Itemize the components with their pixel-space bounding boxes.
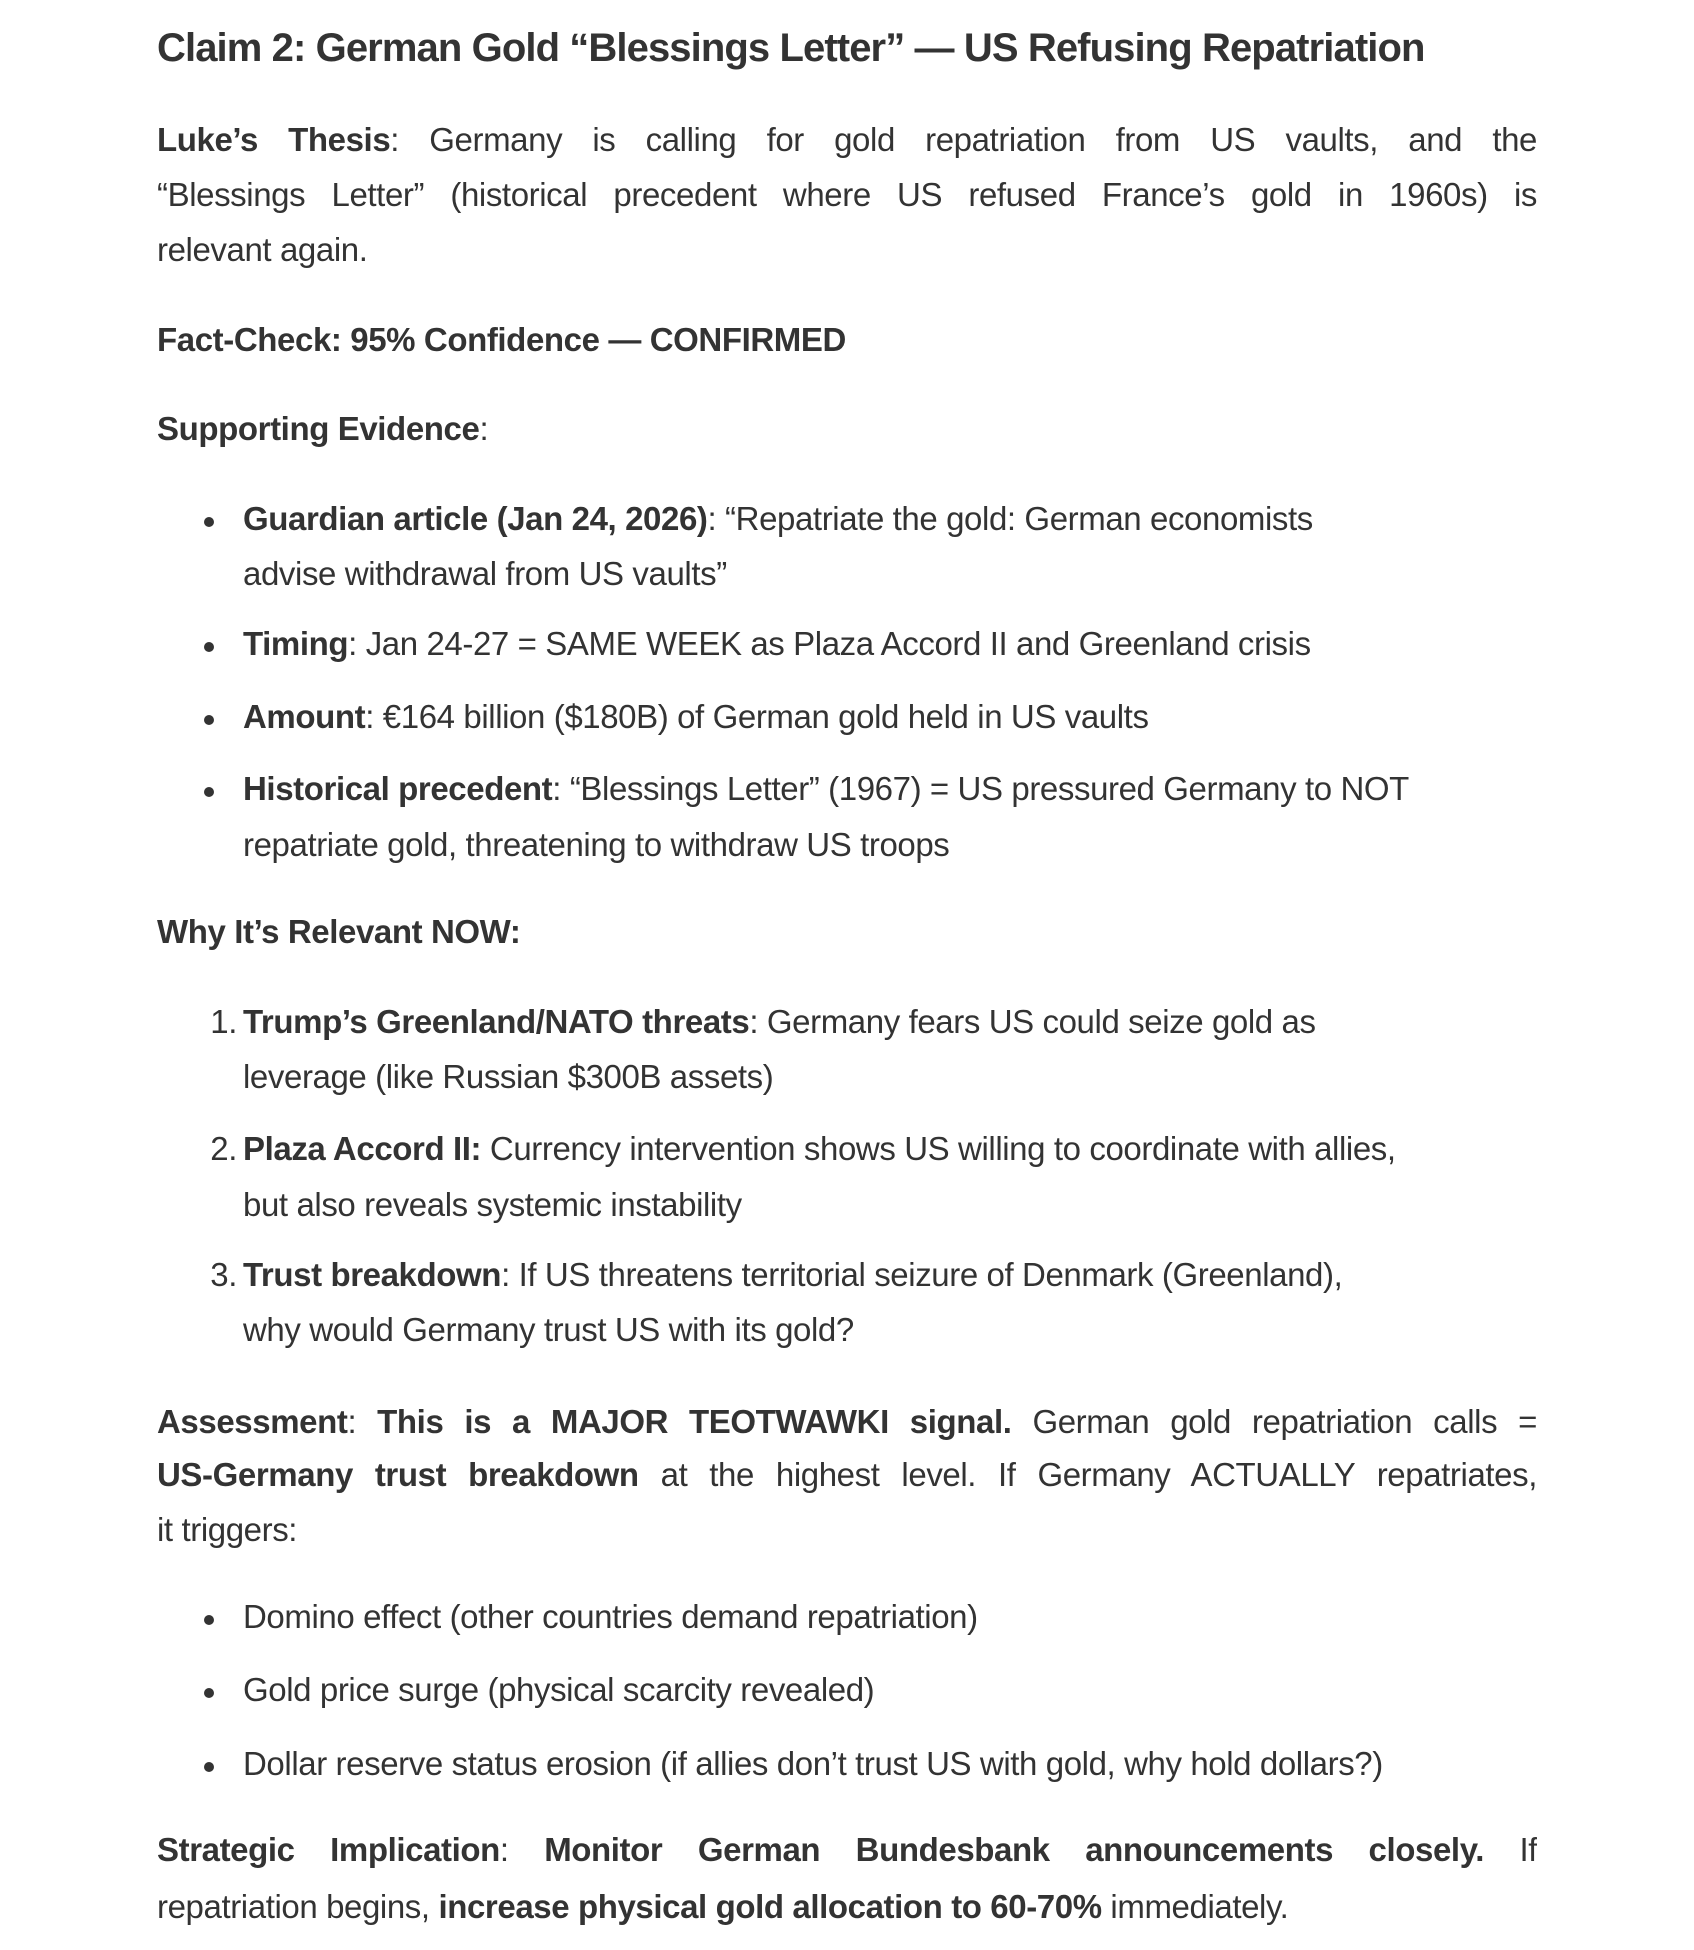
item-label: Historical precedent <box>243 770 553 807</box>
thesis-line-2: “Blessings Letter” (historical precedent where US refused France’s gold in 1960s) is <box>157 176 1537 213</box>
fact-check: Fact-Check: 95% Confidence — CONFIRMED <box>157 321 846 358</box>
fact-check-label: Fact-Check <box>157 321 331 358</box>
assessment-label: Assessment <box>157 1403 348 1440</box>
bullet-icon <box>204 787 214 797</box>
item-label: Amount <box>243 698 366 735</box>
thesis-line-3: relevant again. <box>157 231 368 268</box>
thesis-line-1: Luke’s Thesis: Germany is calling for gold repatriation from US vaults, and the <box>157 121 1537 158</box>
strategic-label: Strategic Implication <box>157 1831 500 1868</box>
list-number: 3. <box>210 1256 237 1293</box>
item-label: Timing <box>243 625 349 662</box>
bullet-icon <box>204 1688 214 1698</box>
bullet-icon <box>204 1615 214 1625</box>
relevance-heading: Why It’s Relevant NOW: <box>157 913 521 950</box>
bullet-icon <box>204 642 214 652</box>
supporting-evidence-heading: Supporting Evidence: <box>157 410 489 447</box>
list-number: 1. <box>210 1003 237 1040</box>
thesis-label: Luke’s Thesis <box>157 121 391 158</box>
item-label: Trust breakdown <box>243 1256 502 1293</box>
list-number: 2. <box>210 1130 237 1167</box>
bullet-icon <box>204 715 214 725</box>
item-label: Guardian article (Jan 24, 2026) <box>243 500 708 537</box>
bullet-icon <box>204 1762 214 1772</box>
fact-check-value: 95% Confidence — CONFIRMED <box>350 321 846 358</box>
bullet-icon <box>204 517 214 527</box>
item-label: Plaza Accord II <box>243 1130 471 1167</box>
item-label: Trump’s Greenland/NATO threats <box>243 1003 750 1040</box>
claim-title: Claim 2: German Gold “Blessings Letter” — US Refusing Repatriation <box>157 26 1425 70</box>
